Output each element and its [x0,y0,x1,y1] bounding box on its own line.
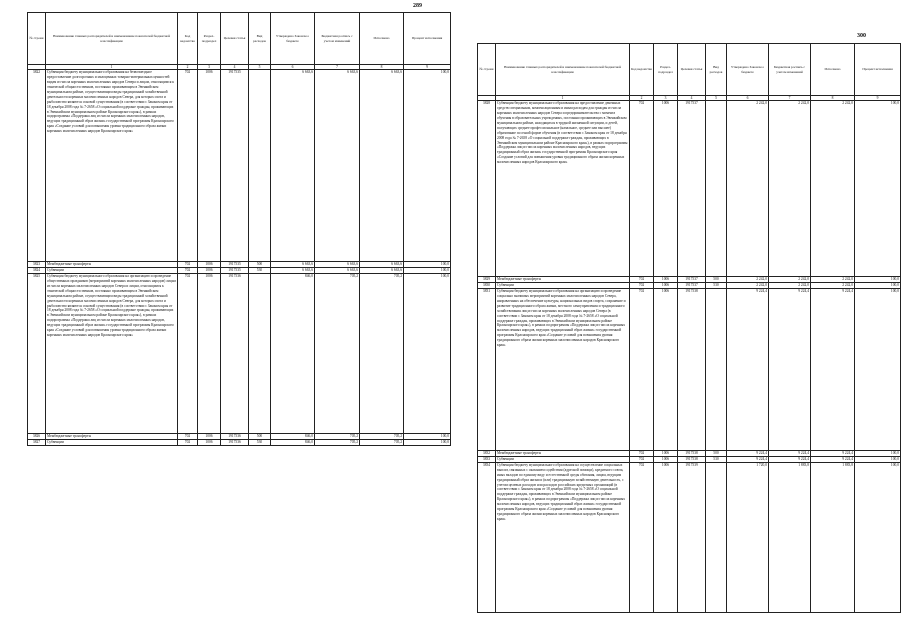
section-cell: 1006 [654,451,678,457]
percent-cell: 100,0 [404,274,451,434]
table-row [478,101,901,277]
row-name-cell: Субвенции [46,268,178,274]
approved-cell: 6 663,6 [271,268,315,274]
row-number-cell: 3827 [28,440,46,446]
header-section: Раздел-подраздел [198,13,221,65]
planned-cell: 6 663,6 [315,70,360,262]
table-row [478,462,901,612]
row-name-cell: Субвенция бюджету муниципального образования на безвозмездное предоставление долгосрочных и малоценных товарно-материальных ценностей видам из числа коренных малочисленных народов Севера и лицам, относящимся к этнической общности эвенков, постоянно проживающим в Эвенкийском муниципальном районе, осуществляющим виды традиционной хозяйственной деятельности коренных малочисленных народов Севера, для которых охота и рыболовство являются основой существования (в соответствии с Законом края от 18 декабря 2008 года № 7-2658 «О социальной поддержке граждан, проживающих в Эвенкийском муниципальном районе Красноярского края»), в рамках подпрограммы «Поддержка лиц из числа коренных малочисленных народов, ведущих традиционный образ жизни» государственной программы Красноярского края «Создание условий для повышения уровня традиционного образа жизни коренных малочисленных народов Красноярского края» [46,70,178,262]
approved-cell: 9 224,4 [727,457,769,463]
planned-cell: 705,2 [315,274,360,434]
expense-type-cell: 530 [706,457,727,463]
dept-code-cell: 702 [630,101,654,277]
row-name-cell: Субвенции [46,440,178,446]
section-cell: 1006 [198,274,221,434]
index-cell: 4 [221,65,249,70]
header-expense-type: Вид расходов [706,44,727,96]
planned-cell: 2 242,0 [769,277,811,283]
dept-code-cell: 702 [178,434,198,440]
index-cell: 2 [630,96,654,101]
header-percent: Процент исполнения [855,44,901,96]
target-cell: 1917537 [678,101,706,277]
section-cell: 1006 [198,268,221,274]
dept-code-cell: 702 [178,274,198,434]
row-name-cell: Межбюджетные трансферты [496,277,630,283]
row-number-cell: 3830 [478,283,496,289]
row-number-cell: 3832 [478,451,496,457]
header-row-number: № строки [28,13,46,65]
row-name-cell: Субвенции [496,457,630,463]
dept-code-cell: 702 [178,70,198,262]
expense-type-cell: 500 [249,262,271,268]
header-target: Целевая статья [678,44,706,96]
index-cell: 8 [360,65,404,70]
planned-cell: 705,2 [315,440,360,446]
section-cell: 1006 [198,440,221,446]
header-expense-type: Вид расходов [249,13,271,65]
row-name-cell: Субвенция бюджету муниципального образования на осуществление социальных выплат, связанных с оказанием содействия (адресной помощи), кредитного союза, иных вкладов по единому виду и естественной среды обитания, лицам, ведущим традиционный образ жизни и (или) традиционную хозяйственную деятельность, с учетом целевых расходов или расходов российских кредитных организаций (в соответствии с Законом края от 18 декабря 2008 года № 7-2658 «О социальной поддержке граждан, проживающих в Эвенкийском муниципальном районе Красноярского края»), в рамках подпрограммы «Поддержка лиц из числа коренных малочисленных народов, ведущих традиционный образ жизни» государственной программы Красноярского края «Создание условий для повышения уровня традиционного образа жизни коренных малочисленных народов Красноярского края» [496,462,630,612]
section-cell: 1006 [654,277,678,283]
dept-code-cell: 702 [630,462,654,612]
approved-cell: 9 224,4 [727,289,769,451]
percent-cell: 100,0 [855,101,901,277]
budget-table-right [477,43,901,613]
executed-cell: 6 663,6 [360,262,404,268]
expense-type-cell: 530 [706,283,727,289]
executed-cell: 6 663,6 [360,70,404,262]
document-page-right [472,22,905,622]
expense-type-cell: 500 [249,434,271,440]
target-cell: 1917535 [221,70,249,262]
expense-type-cell: 530 [249,268,271,274]
section-cell: 1006 [198,262,221,268]
header-section: Раздел-подраздел [654,44,678,96]
header-executed: Исполнено [811,44,855,96]
percent-cell: 100,0 [404,262,451,268]
table-row [478,289,901,451]
header-approved: Утверждено Законом о бюджете [271,13,315,65]
percent-cell: 100,0 [855,457,901,463]
target-cell: 1917538 [678,289,706,451]
executed-cell: 2 242,0 [811,277,855,283]
row-name-cell: Межбюджетные трансферты [46,262,178,268]
target-cell: 1917538 [678,451,706,457]
header-dept-code: Код ведомства [178,13,198,65]
header-planned: Бюджетная роспись с учетом изменений [315,13,360,65]
planned-cell: 705,2 [315,434,360,440]
table-body [478,101,901,613]
expense-type-cell [249,274,271,434]
executed-cell: 2 242,0 [811,283,855,289]
index-cell: 7 [315,65,360,70]
row-number-cell: 3825 [28,274,46,434]
dept-code-cell: 702 [178,268,198,274]
expense-type-cell: 500 [706,451,727,457]
table-row [28,274,451,434]
expense-type-cell [249,70,271,262]
section-cell: 1006 [654,457,678,463]
target-cell: 1917537 [678,283,706,289]
row-name-cell: Субвенция бюджету муниципального образования на организацию и проведение социально значимых мероприятий коренных малочисленных народов Севера, направленных на обеспечение культуры, национальных видов спорта, сохранение и развитие традиционного образа жизни, местного самоуправления и традиционного хозяйствования лиц из числа коренных малочисленных народов Севера (в соответствии с Законом края от 18 декабря 2008 года № 7-2658 «О социальной поддержке граждан, проживающих в Эвенкийском муниципальном районе Красноярского края»), в рамках подпрограммы «Поддержка лиц из числа коренных малочисленных народов, ведущих традиционный образ жизни» государственной программы Красноярского края «Создание условий для повышения уровня традиционного образа жизни коренных малочисленных народов Красноярского края» [496,289,630,451]
target-cell: 1917539 [678,462,706,612]
expense-type-cell: 530 [249,440,271,446]
planned-cell: 6 663,6 [315,268,360,274]
executed-cell: 9 224,4 [811,457,855,463]
dept-code-cell: 702 [178,262,198,268]
planned-cell: 2 242,0 [769,283,811,289]
index-cell: 5 [706,96,727,101]
index-cell: 1 [496,96,630,101]
percent-cell: 100,0 [855,462,901,612]
planned-cell: 6 663,6 [315,262,360,268]
executed-cell: 6 663,6 [360,268,404,274]
row-name-cell: Межбюджетные трансферты [46,434,178,440]
target-cell: 1917535 [221,262,249,268]
dept-code-cell: 702 [630,289,654,451]
planned-cell: 1 883,8 [769,462,811,612]
index-cell: 3 [654,96,678,101]
header-executed: Исполнено [360,13,404,65]
row-name-cell: Межбюджетные трансферты [496,451,630,457]
approved-cell: 9 224,4 [727,451,769,457]
row-name-cell: Субвенции [496,283,630,289]
executed-cell: 1 883,8 [811,462,855,612]
target-cell: 1917537 [678,277,706,283]
approved-cell: 846,0 [271,274,315,434]
index-cell: 9 [404,65,451,70]
target-cell: 1917538 [678,457,706,463]
index-cell: 4 [678,96,706,101]
dept-code-cell: 702 [178,440,198,446]
row-number-cell: 3834 [478,462,496,612]
executed-cell: 705,2 [360,434,404,440]
page-number: 289 [413,3,422,9]
dept-code-cell: 702 [630,277,654,283]
approved-cell: 1 720,0 [727,462,769,612]
index-cell: 3 [198,65,221,70]
planned-cell: 9 224,4 [769,457,811,463]
table-body [28,70,451,446]
dept-code-cell: 702 [630,457,654,463]
expense-type-cell [706,289,727,451]
page-number: 300 [857,33,866,39]
expense-type-cell: 500 [706,277,727,283]
expense-type-cell [706,101,727,277]
index-cell: 6 [727,96,769,101]
row-number-cell: 3828 [478,101,496,277]
approved-cell: 846,0 [271,434,315,440]
index-cell: 7 [769,96,811,101]
percent-cell: 100,0 [404,440,451,446]
section-cell: 1006 [654,101,678,277]
section-cell: 1006 [654,462,678,612]
dept-code-cell: 702 [630,451,654,457]
target-cell: 1917536 [221,440,249,446]
section-cell: 1006 [654,283,678,289]
row-number-cell: 3823 [28,262,46,268]
approved-cell: 6 663,6 [271,70,315,262]
percent-cell: 100,0 [855,289,901,451]
planned-cell: 9 224,4 [769,289,811,451]
header-row-number: № строки [478,44,496,96]
header-percent: Процент исполнения [404,13,451,65]
row-number-cell: 3829 [478,277,496,283]
row-number-cell: 3826 [28,434,46,440]
index-cell: 2 [178,65,198,70]
index-cell: 1 [46,65,178,70]
table-row [28,70,451,262]
index-cell: 6 [271,65,315,70]
executed-cell: 705,2 [360,440,404,446]
header-name: Наименование главных распорядителей и наименование показателей бюджетной классификации [496,44,630,96]
header-dept-code: Код ведомства [630,44,654,96]
target-cell: 1917535 [221,268,249,274]
row-number-cell: 3833 [478,457,496,463]
approved-cell: 846,0 [271,440,315,446]
planned-cell: 9 224,4 [769,451,811,457]
percent-cell: 100,0 [855,277,901,283]
percent-cell: 100,0 [404,268,451,274]
row-number-cell: 3822 [28,70,46,262]
row-number-cell: 3824 [28,268,46,274]
dept-code-cell: 702 [630,283,654,289]
header-planned: Бюджетная роспись с учетом изменений [769,44,811,96]
executed-cell: 705,2 [360,274,404,434]
section-cell: 1006 [198,434,221,440]
approved-cell: 2 242,0 [727,277,769,283]
table-row [28,440,451,446]
row-number-cell: 3831 [478,289,496,451]
budget-table-left [27,12,451,446]
row-name-cell: Субвенция бюджету муниципального образования на организацию и проведение общественных праздников (мероприятий коренных малочисленных народов) лицам из числа коренных малочисленных народов Севера и лицам, относящимся к этнической общности эвенков, постоянно проживающим в Эвенкийском муниципальном районе, осуществляющим виды традиционной хозяйственной деятельности коренных малочисленных народов Севера, для которых охота и рыболовство являются основой существования (в соответствии с Законом края от 18 декабря 2008 года № 7-2658 «О социальной поддержке граждан, проживающих в Эвенкийском муниципальном районе Красноярского края»), в рамках подпрограммы «Поддержка лиц из числа коренных малочисленных народов, ведущих традиционный образ жизни» государственной программы Красноярского края «Создание условий для повышения уровня традиционного образа жизни коренных малочисленных народов Красноярского края» [46,274,178,434]
percent-cell: 100,0 [855,451,901,457]
target-cell: 1917536 [221,274,249,434]
target-cell: 1917536 [221,434,249,440]
section-cell: 1006 [654,289,678,451]
percent-cell: 100,0 [404,434,451,440]
header-target: Целевая статья [221,13,249,65]
section-cell: 1006 [198,70,221,262]
approved-cell: 2 242,0 [727,283,769,289]
header-name: Наименование главных распорядителей и наименование показателей бюджетной классификации [46,13,178,65]
planned-cell: 2 242,0 [769,101,811,277]
index-cell: 8 [811,96,855,101]
index-cell: 9 [855,96,901,101]
approved-cell: 6 663,6 [271,262,315,268]
percent-cell: 100,0 [855,283,901,289]
executed-cell: 9 224,4 [811,451,855,457]
row-name-cell: Субвенция бюджету муниципального образования на предоставление денежных средств специальным, компенсационным и иным расходам для граждан из числа коренных малочисленных народов Севера и предпринимательства с момента обучения в образовательных учреждениях, постоянно проживающих в Эвенкийском муниципальном районе, находящихся в трудной жизненной ситуации, и детей, получающих среднее профессиональное (начальное, среднее или высшее) образование по очной форме обучения (в соответствии с Законом края от 18 декабря 2008 года № 7-2658 «О социальной поддержке граждан, проживающих в Эвенкийском муниципальном районе Красноярского края»), в рамках подпрограммы «Поддержка лиц из числа коренных малочисленных народов, ведущих традиционный образ жизни» государственной программы Красноярского края «Создание условий для повышения уровня традиционного образа жизни коренных малочисленных народов Красноярского края» [496,101,630,277]
executed-cell: 9 224,4 [811,289,855,451]
percent-cell: 100,0 [404,70,451,262]
approved-cell: 2 242,0 [727,101,769,277]
header-approved: Утверждено Законом о бюджете [727,44,769,96]
index-cell: 5 [249,65,271,70]
expense-type-cell [706,462,727,612]
executed-cell: 2 242,0 [811,101,855,277]
